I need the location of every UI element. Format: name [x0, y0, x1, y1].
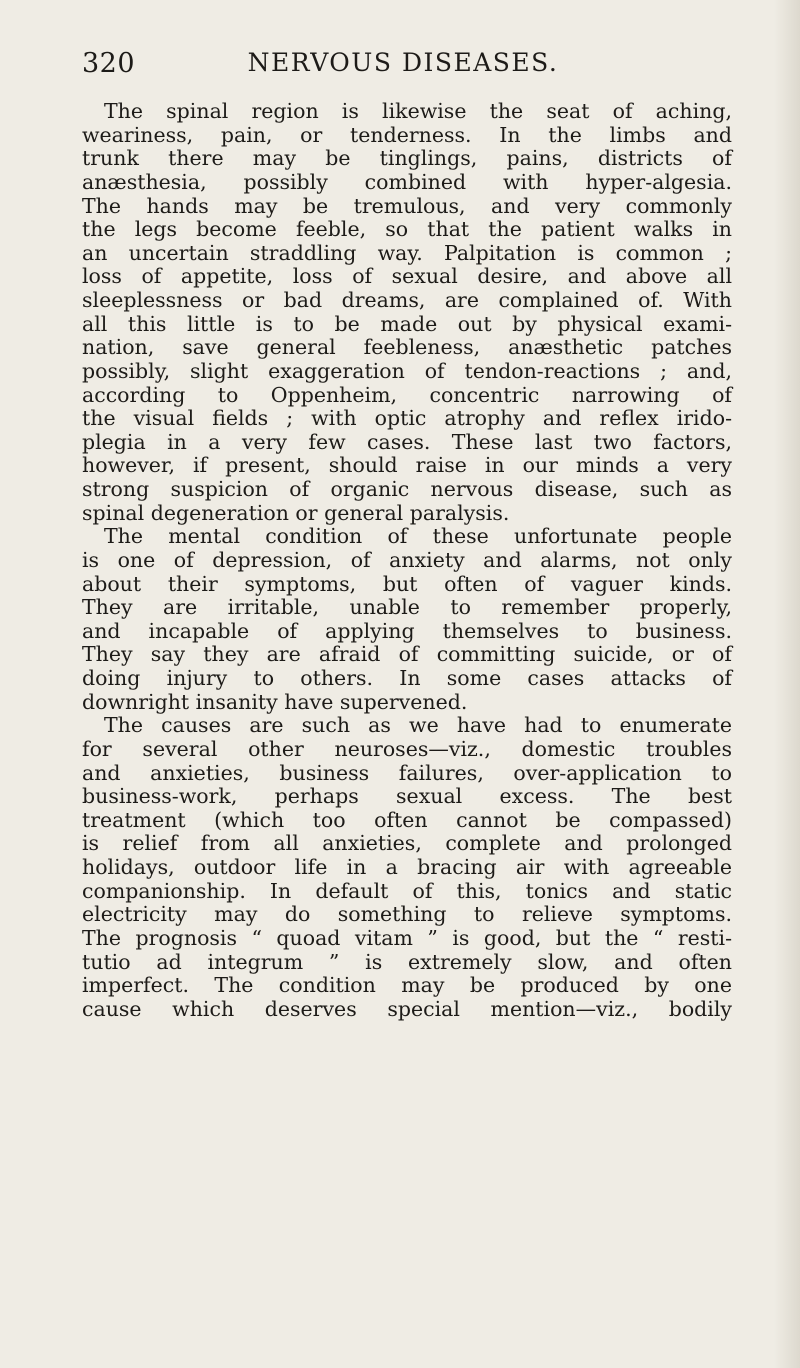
page-header — [82, 48, 724, 88]
text-line: tutio ad integrum ” is extremely slow, and often — [82, 949, 732, 974]
text-line: is relief from all anxieties, complete and prolonged — [82, 831, 732, 856]
text-line: holidays, outdoor life in a bracing air with agreeable — [82, 855, 732, 879]
page-edge-shadow — [774, 0, 800, 1368]
text-line: imperfect. The condition may be produced by one — [82, 973, 732, 998]
text-line: trunk there may be tinglings, pains, districts of — [82, 146, 732, 171]
text-line: The causes are such as we have had to enumerate — [104, 713, 732, 738]
text-line: electricity may do something to relieve symptoms. — [82, 902, 732, 927]
text-line: cause which deserves special mention—viz., bodily — [82, 996, 732, 1021]
text-line: business-work, perhaps sexual excess. The best — [82, 784, 732, 809]
text-line: anæsthesia, possibly combined with hyper-algesia. — [82, 169, 732, 194]
text-line: The mental condition of these unfortunate people — [104, 524, 732, 549]
text-line: about their symptoms, but often of vaguer kinds. — [82, 571, 732, 596]
body-text — [82, 100, 732, 1021]
text-line: They say they are afraid of committing suicide, or of — [82, 642, 732, 667]
text-line: according to Oppenheim, concentric narrowing of — [82, 382, 732, 407]
text-line: The prognosis “ quoad vitam ” is good, but the “ resti- — [82, 925, 732, 950]
text-line: The spinal region is likewise the seat of aching, — [104, 99, 732, 123]
text-line: sleeplessness or bad dreams, are complained of. With — [82, 288, 732, 312]
text-line: downright insanity have supervened. — [82, 689, 468, 714]
text-line: nation, save general feebleness, anæsthetic patches — [82, 335, 732, 360]
text-line: for several other neuroses—viz., domestic troubles — [82, 736, 732, 761]
text-line: an uncertain straddling way. Palpitation is common ; — [82, 240, 732, 265]
text-line: treatment (which too often cannot be compassed) — [82, 807, 732, 832]
running-head: NERVOUS DISEASES. — [247, 48, 559, 77]
text-line: They are irritable, unable to remember properly, — [82, 595, 732, 620]
text-line: possibly, slight exaggeration of tendon-reactions ; and, — [82, 358, 732, 383]
text-line: companionship. In default of this, tonics and static — [82, 878, 732, 903]
text-line: is one of depression, of anxiety and alarms, not only — [82, 547, 732, 572]
text-line: doing injury to others. In some cases attacks of — [82, 666, 732, 690]
text-line: the visual fields ; with optic atrophy and reflex irido- — [82, 406, 732, 431]
text-line: and incapable of applying themselves to business. — [82, 618, 732, 643]
text-line: spinal degeneration or general paralysis. — [82, 500, 510, 525]
text-line: weariness, pain, or tenderness. In the limbs and — [82, 122, 732, 147]
text-line: The hands may be tremulous, and very commonly — [82, 193, 732, 218]
page-number: 320 — [82, 48, 136, 79]
text-line: loss of appetite, loss of sexual desire, and above all — [82, 264, 732, 289]
text-line: all this little is to be made out by physical exami- — [82, 311, 732, 336]
text-line: however, if present, should raise in our minds a very — [82, 453, 732, 478]
text-line: strong suspicion of organic nervous disease, such as — [82, 477, 732, 501]
text-line: the legs become feeble, so that the patient walks in — [82, 217, 732, 242]
text-line: plegia in a very few cases. These last two factors, — [82, 429, 732, 454]
text-line: and anxieties, business failures, over-application to — [82, 760, 732, 785]
